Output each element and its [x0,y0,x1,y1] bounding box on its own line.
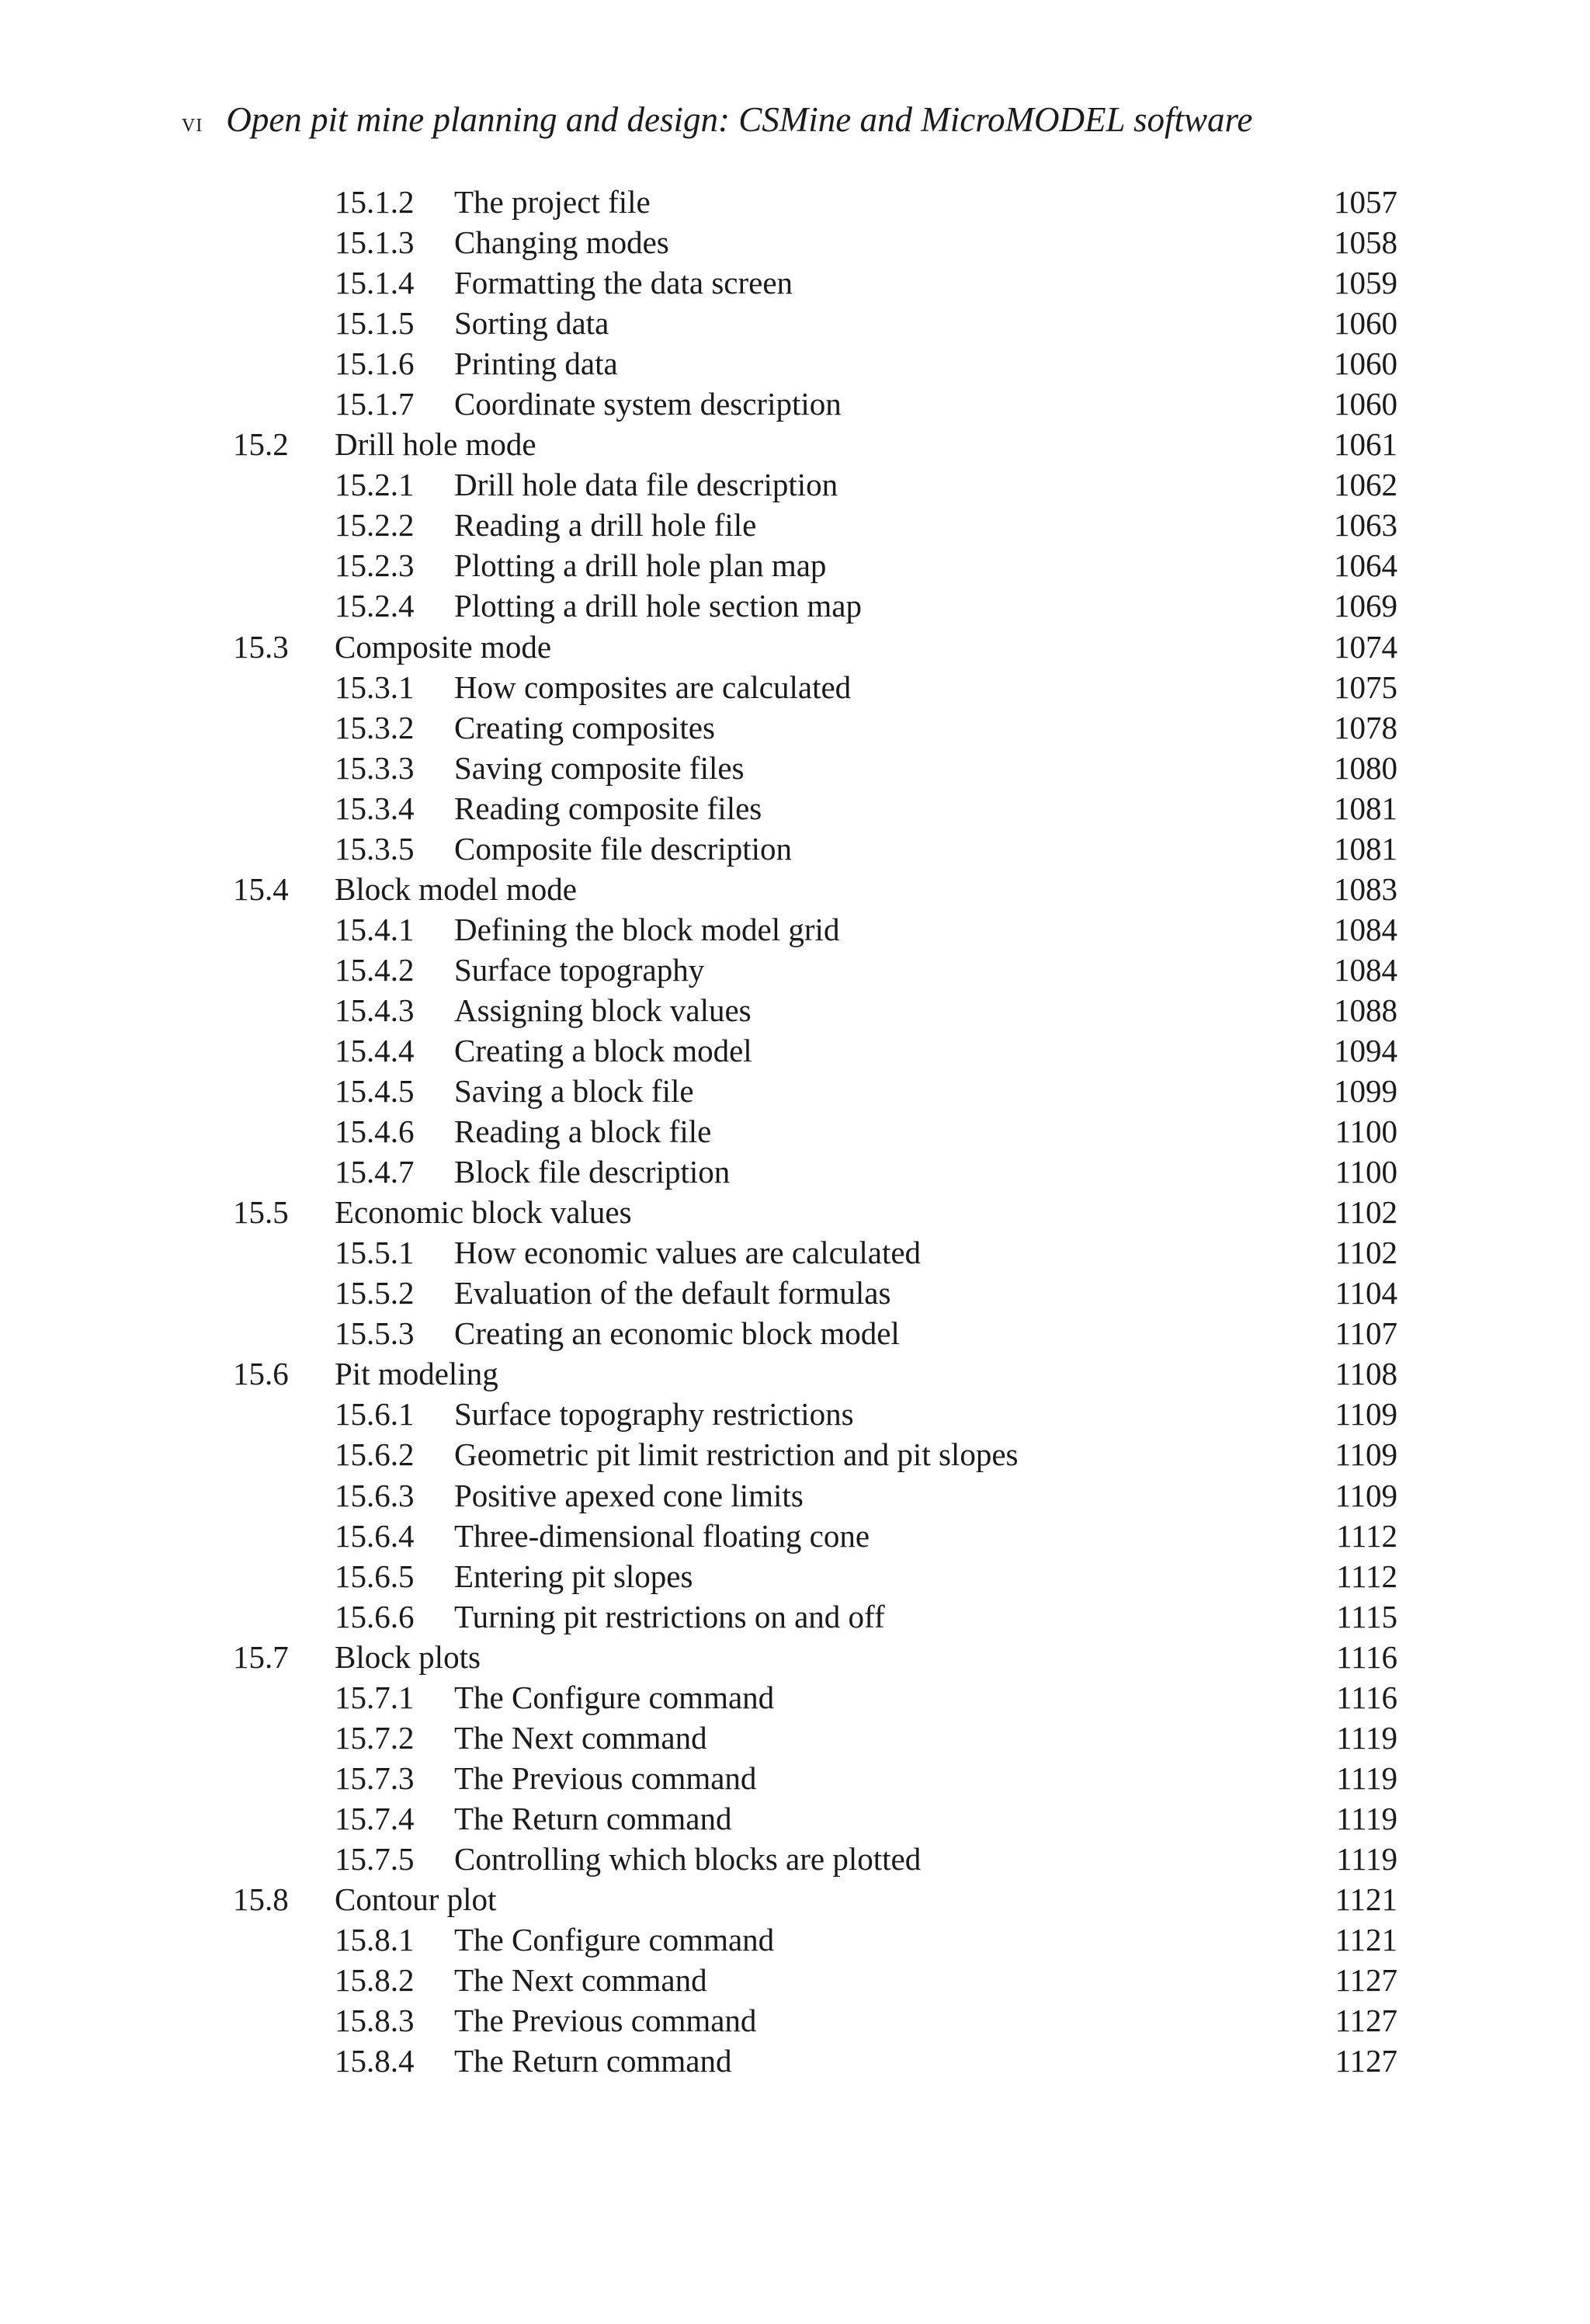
toc-entry-page: 1127 [1335,2003,1397,2039]
toc-entry-title: Positive apexed cone limits [454,1477,804,1513]
toc-subsection-entry [233,1152,1413,1192]
running-head [182,98,1252,141]
toc-subsection-entry [233,1718,1413,1758]
toc-entry-number: 15.8.1 [335,1922,415,1958]
toc-section-entry [233,1192,1413,1232]
toc-entry-title: Contour plot [335,1881,497,1917]
toc-subsection-entry [233,788,1413,829]
toc-entry-title: Drill hole data file description [454,467,838,503]
toc-subsection-entry [233,1071,1413,1111]
toc-entry-page: 1081 [1334,830,1397,867]
toc-entry-number: 15.6.3 [335,1477,415,1513]
toc-entry-number: 15.5.3 [335,1315,415,1352]
toc-entry-title: Controlling which blocks are plotted [454,1840,922,1877]
toc-entry-number: 15.3.4 [335,790,415,826]
toc-entry-page: 1109 [1335,1436,1397,1473]
toc-subsection-entry [233,909,1413,950]
toc-entry-title: Creating composites [454,709,715,745]
toc-entry-title: Composite mode [335,628,552,665]
toc-subsection-entry [233,1919,1413,1960]
toc-entry-number: 15.6.5 [335,1558,415,1594]
toc-subsection-entry [233,384,1413,424]
toc-entry-number: 15.7.3 [335,1760,415,1796]
toc-subsection-entry [233,1030,1413,1071]
toc-subsection-entry [233,1798,1413,1839]
toc-entry-number: 15.2.4 [335,588,415,624]
toc-entry-title: Sorting data [454,305,609,342]
toc-entry-title: Saving composite files [454,749,745,786]
toc-subsection-entry [233,1273,1413,1313]
toc-subsection-entry [233,1839,1413,1879]
toc-entry-number: 15.4 [233,870,289,907]
toc-section-entry [233,869,1413,909]
toc-entry-number: 15.1.4 [335,265,415,301]
toc-subsection-entry [233,585,1413,626]
toc-entry-title: Economic block values [335,1194,632,1231]
toc-entry-page: 1127 [1335,2043,1397,2079]
toc-entry-title: Pit modeling [335,1356,498,1392]
toc-entry-page: 1061 [1334,426,1397,463]
toc-entry-page: 1060 [1334,386,1397,422]
toc-entry-number: 15.8.3 [335,2003,415,2039]
toc-entry-page: 1112 [1336,1517,1397,1554]
toc-entry-number: 15.4.7 [335,1154,415,1190]
toc-subsection-entry [233,950,1413,990]
toc-subsection-entry [233,545,1413,585]
toc-entry-page: 1100 [1335,1154,1397,1190]
toc-entry-number: 15.7.5 [335,1840,415,1877]
toc-entry-title: Surface topography [454,951,705,988]
toc-entry-number: 15.5.2 [335,1275,415,1311]
toc-entry-page: 1119 [1336,1760,1397,1796]
toc-subsection-entry [233,464,1413,505]
toc-entry-number: 15.4.6 [335,1113,415,1150]
toc-subsection-entry [233,182,1413,222]
toc-entry-page: 1116 [1336,1679,1397,1715]
toc-entry-number: 15.7.4 [335,1800,415,1836]
toc-entry-number: 15.3.5 [335,830,415,867]
toc-entry-number: 15.8 [233,1881,289,1917]
toc-entry-title: Composite file description [454,830,792,867]
toc-entry-page: 1108 [1335,1356,1397,1392]
toc-entry-number: 15.4.2 [335,951,415,988]
toc-entry-title: Plotting a drill hole section map [454,588,862,624]
toc-subsection-entry [233,1758,1413,1798]
toc-entry-title: Entering pit slopes [454,1558,693,1594]
toc-section-entry [233,1637,1413,1677]
toc-entry-page: 1084 [1334,951,1397,988]
toc-entry-title: Drill hole mode [335,426,536,463]
toc-entry-page: 1058 [1334,224,1397,261]
toc-entry-title: Saving a block file [454,1073,694,1110]
table-of-contents [233,182,1413,2081]
toc-entry-title: The Configure command [454,1679,775,1715]
toc-entry-number: 15.6.1 [335,1396,415,1433]
toc-subsection-entry [233,1111,1413,1152]
toc-entry-number: 15.2.2 [335,507,415,544]
toc-entry-number: 15.7.1 [335,1679,415,1715]
toc-entry-title: Defining the block model grid [454,911,840,947]
toc-entry-number: 15.4.1 [335,911,415,947]
toc-entry-title: Surface topography restrictions [454,1396,854,1433]
toc-entry-title: The Return command [454,1800,732,1836]
toc-entry-title: Formatting the data screen [454,265,793,301]
toc-entry-page: 1119 [1336,1840,1397,1877]
toc-entry-page: 1084 [1334,911,1397,947]
toc-entry-title: The Next command [454,1719,707,1756]
toc-entry-number: 15.4.3 [335,992,415,1028]
toc-entry-number: 15.1.6 [335,346,415,382]
toc-section-entry [233,1879,1413,1919]
toc-entry-title: Block plots [335,1638,481,1675]
toc-entry-number: 15.7.2 [335,1719,415,1756]
toc-entry-page: 1080 [1334,749,1397,786]
toc-entry-number: 15.7 [233,1638,289,1675]
toc-entry-title: Coordinate system description [454,386,842,422]
toc-entry-number: 15.1.5 [335,305,415,342]
toc-entry-page: 1075 [1334,669,1397,705]
toc-entry-title: Reading a drill hole file [454,507,757,544]
toc-entry-page: 1109 [1335,1477,1397,1513]
toc-section-entry [233,1353,1413,1394]
toc-subsection-entry [233,1960,1413,2000]
toc-subsection-entry [233,1556,1413,1596]
toc-entry-title: The Configure command [454,1922,775,1958]
toc-entry-page: 1119 [1336,1800,1397,1836]
toc-entry-page: 1064 [1334,547,1397,584]
toc-subsection-entry [233,1596,1413,1637]
toc-entry-title: Creating an economic block model [454,1315,900,1352]
toc-subsection-entry [233,707,1413,748]
toc-entry-page: 1083 [1334,870,1397,907]
toc-entry-title: Block model mode [335,870,578,907]
toc-subsection-entry [233,1434,1413,1475]
toc-entry-page: 1100 [1335,1113,1397,1150]
toc-entry-title: Evaluation of the default formulas [454,1275,891,1311]
toc-subsection-entry [233,748,1413,788]
toc-entry-title: The Next command [454,1962,707,1999]
toc-subsection-entry [233,667,1413,707]
toc-entry-title: Plotting a drill hole plan map [454,547,827,584]
toc-subsection-entry [233,990,1413,1030]
toc-entry-page: 1099 [1334,1073,1397,1110]
toc-entry-page: 1127 [1335,1962,1397,1999]
toc-entry-title: Geometric pit limit restriction and pit slopes [454,1436,1019,1473]
toc-entry-title: Printing data [454,346,618,382]
toc-subsection-entry [233,262,1413,303]
toc-entry-number: 15.3.1 [335,669,415,705]
toc-entry-number: 15.2.3 [335,547,415,584]
toc-entry-page: 1088 [1334,992,1397,1028]
toc-entry-page: 1121 [1335,1922,1397,1958]
toc-entry-page: 1107 [1335,1315,1397,1352]
book-title: Open pit mine planning and design: CSMine and MicroMODEL software [226,100,1253,139]
toc-entry-page: 1102 [1335,1194,1397,1231]
toc-entry-title: Turning pit restrictions on and off [454,1598,885,1634]
toc-entry-page: 1069 [1334,588,1397,624]
toc-entry-number: 15.5.1 [335,1235,415,1271]
toc-entry-number: 15.3 [233,628,289,665]
toc-entry-title: Reading a block file [454,1113,712,1150]
toc-entry-number: 15.6.6 [335,1598,415,1634]
toc-section-entry [233,424,1413,464]
toc-entry-title: Changing modes [454,224,669,261]
page-folio: vi [182,109,203,137]
toc-entry-number: 15.2.1 [335,467,415,503]
toc-entry-page: 1112 [1336,1558,1397,1594]
toc-entry-page: 1094 [1334,1032,1397,1068]
toc-entry-page: 1121 [1335,1881,1397,1917]
toc-entry-title: Creating a block model [454,1032,752,1068]
toc-entry-number: 15.3.2 [335,709,415,745]
toc-subsection-entry [233,1677,1413,1718]
toc-entry-page: 1104 [1335,1275,1397,1311]
toc-entry-page: 1063 [1334,507,1397,544]
toc-subsection-entry [233,1232,1413,1273]
toc-entry-title: Assigning block values [454,992,752,1028]
toc-entry-title: Block file description [454,1154,731,1190]
toc-entry-page: 1059 [1334,265,1397,301]
toc-entry-number: 15.4.5 [335,1073,415,1110]
toc-entry-number: 15.8.4 [335,2043,415,2079]
toc-subsection-entry [233,303,1413,343]
toc-entry-number: 15.3.3 [335,749,415,786]
toc-subsection-entry [233,222,1413,262]
toc-entry-title: The Return command [454,2043,732,2079]
toc-subsection-entry [233,1394,1413,1434]
toc-entry-page: 1060 [1334,305,1397,342]
toc-subsection-entry [233,2041,1413,2081]
toc-entry-page: 1062 [1334,467,1397,503]
toc-entry-title: How economic values are calculated [454,1235,922,1271]
toc-subsection-entry [233,505,1413,545]
toc-section-entry [233,627,1413,667]
toc-entry-number: 15.1.7 [335,386,415,422]
toc-entry-page: 1078 [1334,709,1397,745]
toc-entry-page: 1102 [1335,1235,1397,1271]
toc-entry-number: 15.4.4 [335,1032,415,1068]
toc-entry-page: 1116 [1336,1638,1397,1675]
toc-entry-title: The Previous command [454,1760,757,1796]
toc-entry-number: 15.6.2 [335,1436,415,1473]
toc-entry-title: Three-dimensional floating cone [454,1517,870,1554]
toc-entry-title: The Previous command [454,2003,757,2039]
toc-entry-page: 1115 [1336,1598,1397,1634]
toc-entry-title: Reading composite files [454,790,762,826]
toc-entry-page: 1074 [1334,628,1397,665]
toc-subsection-entry [233,1475,1413,1516]
toc-entry-page: 1057 [1334,184,1397,220]
toc-entry-number: 15.5 [233,1194,289,1231]
toc-entry-number: 15.6.4 [335,1517,415,1554]
toc-entry-number: 15.8.2 [335,1962,415,1999]
toc-subsection-entry [233,1313,1413,1353]
toc-entry-page: 1060 [1334,346,1397,382]
toc-subsection-entry [233,343,1413,384]
toc-entry-number: 15.2 [233,426,289,463]
toc-subsection-entry [233,829,1413,869]
toc-subsection-entry [233,2000,1413,2041]
toc-entry-page: 1081 [1334,790,1397,826]
toc-entry-page: 1119 [1336,1719,1397,1756]
toc-entry-number: 15.1.2 [335,184,415,220]
toc-entry-title: The project file [454,184,651,220]
toc-entry-page: 1109 [1335,1396,1397,1433]
toc-entry-number: 15.1.3 [335,224,415,261]
toc-subsection-entry [233,1516,1413,1556]
toc-entry-title: How composites are calculated [454,669,852,705]
toc-entry-number: 15.6 [233,1356,289,1392]
